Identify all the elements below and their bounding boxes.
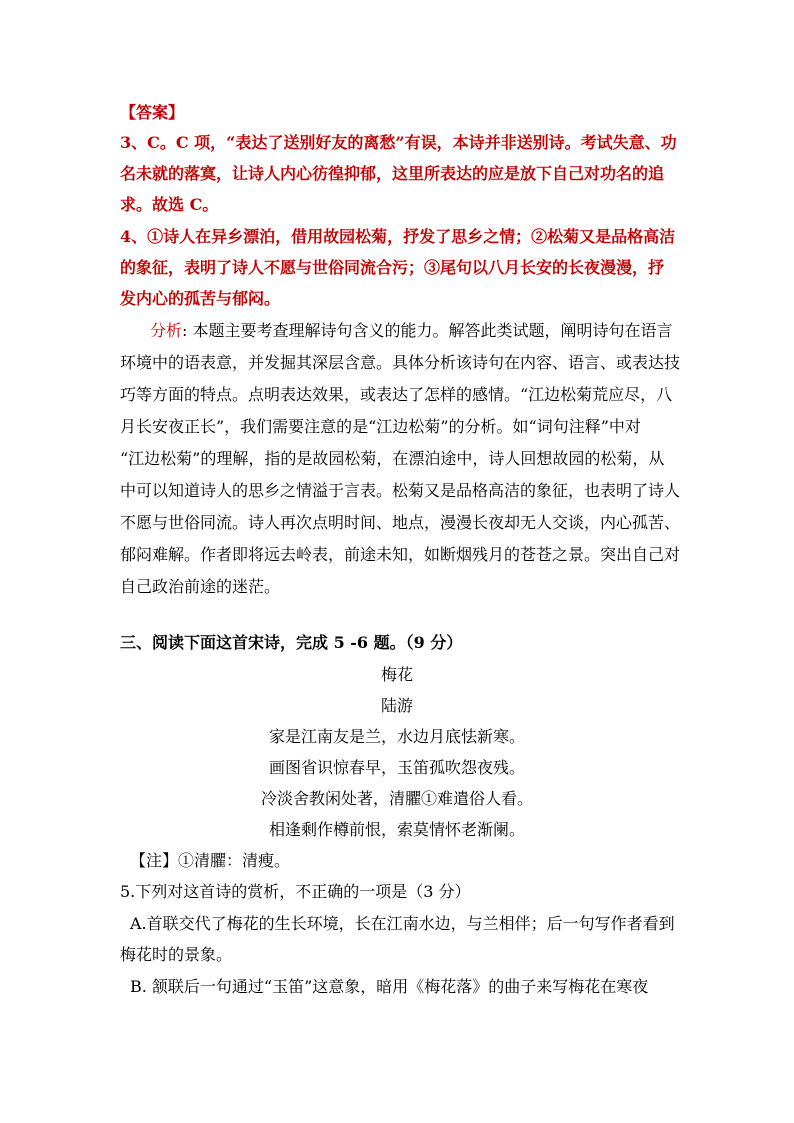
answer-4-line-3: 发内心的孤苦与郁闷。 <box>120 289 281 308</box>
answer-4-line-2: 的象征，表明了诗人不愿与世俗同流合污；③尾句以八月长安的长夜漫漫，抒 <box>120 258 665 277</box>
section-3-title: 三、阅读下面这首宋诗，完成 5 -6 题。（9 分） <box>120 633 463 652</box>
poem-line-1: 家是江南友是兰，水边月底怯新寒。 <box>268 727 525 746</box>
analysis-line-9: 自己政治前途的迷茫。 <box>120 577 281 596</box>
analysis-line-8: 郁闷难解。作者即将远去岭表，前途未知，如断烟残月的苍苍之景。突出自己对 <box>120 545 681 564</box>
poem-line-4: 相逢剩作樽前恨，索莫情怀老渐阑。 <box>268 820 525 839</box>
analysis-line-1 <box>150 320 673 342</box>
analysis-first-text: : 本题主要考查理解诗句含义的能力。解答此类试题，阐明诗句在语言 <box>182 321 673 340</box>
poem-title: 梅花 <box>380 665 413 684</box>
analysis-label: 分析 <box>150 321 183 340</box>
answer-4-line-1: 4、①诗人在异乡漂泊，借用故园松菊，抒发了思乡之情；②松菊又是品格高洁 <box>120 227 676 246</box>
option-a-line-1: A.首联交代了梅花的生长环境，长在江南水边，与兰相伴；后一句写作者看到 <box>130 914 675 933</box>
option-b-line-1: B. 颔联后一句通过“玉笛”这意象，暗用《梅花落》的曲子来写梅花在寒夜 <box>130 977 649 996</box>
analysis-line-5: “江边松菊”的理解，指的是故园松菊，在漂泊途中，诗人回想故园的松菊，从 <box>120 449 665 468</box>
analysis-line-7: 不愿与世俗同流。诗人再次点明时间、地点，漫漫长夜却无人交谈，内心孤苦、 <box>120 513 681 532</box>
answer-3-line-1: 3、C。C 项，“表达了送别好友的离愁”有误，本诗并非送别诗。考试失意、功 <box>120 133 677 152</box>
question-5: 5.下列对这首诗的赏析，不正确的一项是（3 分） <box>120 882 471 901</box>
analysis-line-2: 环境中的语表意，并发掘其深层含意。具体分析该诗句在内容、语言、或表达技 <box>120 353 681 372</box>
analysis-line-6: 中可以知道诗人的思乡之情溢于言表。松菊又是品格高洁的象征，也表明了诗人 <box>120 481 681 500</box>
poem-line-3: 冷淡舍教闲处著，清臞①难遣俗人看。 <box>260 789 533 808</box>
analysis-line-4: 月长安夜正长”，我们需要注意的是“江边松菊”的分析。如“词句注释”中对 <box>120 417 641 436</box>
analysis-line-3: 巧等方面的特点。点明表达效果，或表达了怎样的感情。“江边松菊荒应尽，八 <box>120 385 673 404</box>
answer-3-line-3: 求。故选 C。 <box>120 195 219 214</box>
poem-author: 陆游 <box>380 696 413 715</box>
answer-header: 【答案】 <box>120 103 185 122</box>
poem-note: 【注】①清臞：清瘦。 <box>130 851 291 870</box>
answer-3-line-2: 名未就的落寞，让诗人内心彷徨抑郁，这里所表达的应是放下自己对功名的追 <box>120 164 665 183</box>
option-a-line-2: 梅花时的景象。 <box>120 945 233 964</box>
poem-line-2: 画图省识惊春早，玉笛孤吹怨夜残。 <box>268 758 525 777</box>
